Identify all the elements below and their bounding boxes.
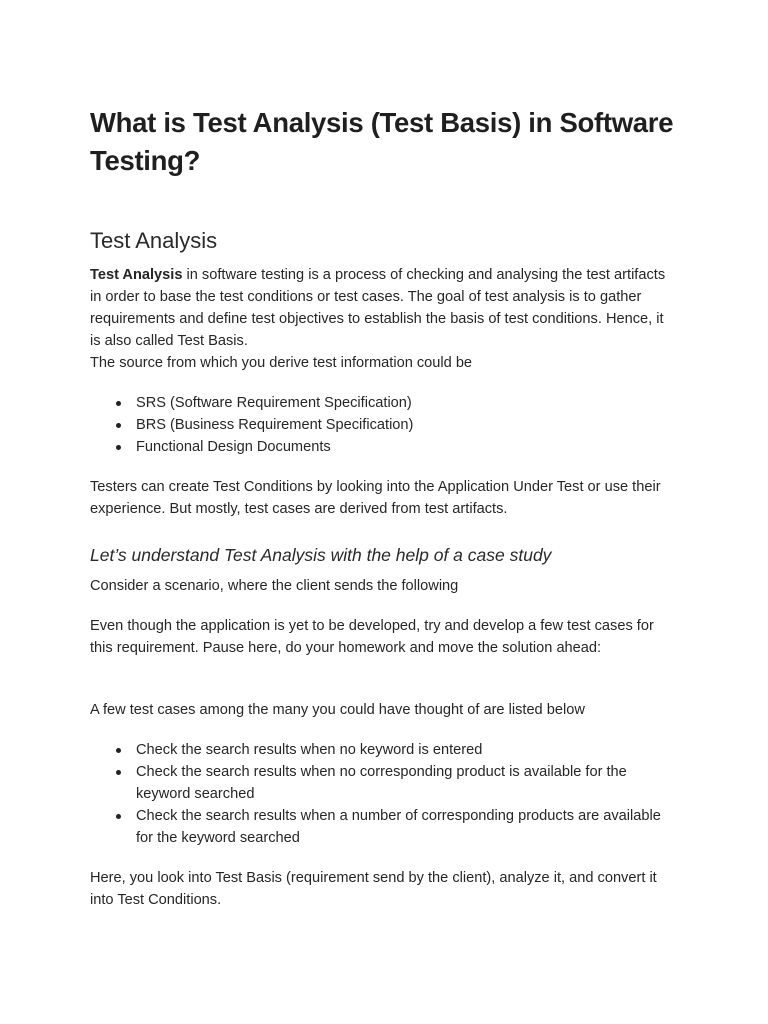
closing-paragraph: Here, you look into Test Basis (requirement send by the client), analyze it, and convert it into Test Conditions. [90,870,657,908]
case-study-heading: Let’s understand Test Analysis with the help of a case study [90,545,552,565]
list-item: Functional Design Documents [136,436,680,458]
source-line: The source from which you derive test information could be [90,355,473,371]
list-item: Check the search results when a number of corresponding products are available for the keyword searched [136,805,680,849]
list-item: BRS (Business Requirement Specification) [136,414,680,436]
test-cases-list [90,739,680,849]
section-heading: Test Analysis [90,228,218,253]
list-item: Check the search results when no keyword is entered [136,739,680,761]
intro-paragraph [90,264,675,374]
scenario-paragraph: Consider a scenario, where the client sends the following [90,578,459,594]
list-item: Check the search results when no corresponding product is available for the keyword searched [136,761,680,805]
sources-list [90,392,680,458]
homework-paragraph: Even though the application is yet to be developed, try and develop a few test cases for this requirement. Pause here, do your homework and move the solution ahead: [90,618,654,656]
intro-bold-term: Test Analysis [90,267,183,283]
intro-text: in software testing is a process of checking and analysing the test artifacts in order to base the test conditions or test cases. The goal of test analysis is to gather requirements and define test objectives to establish the basis of test conditions. Hence, it is also called Test Basis. [90,267,666,349]
list-item: SRS (Software Requirement Specification) [136,392,680,414]
testers-paragraph: Testers can create Test Conditions by looking into the Application Under Test or use their experience. But mostly, test cases are derived from test artifacts. [90,479,661,517]
few-cases-paragraph: A few test cases among the many you could have thought of are listed below [90,702,585,718]
page-title: What is Test Analysis (Test Basis) in Software Testing? [90,107,674,176]
